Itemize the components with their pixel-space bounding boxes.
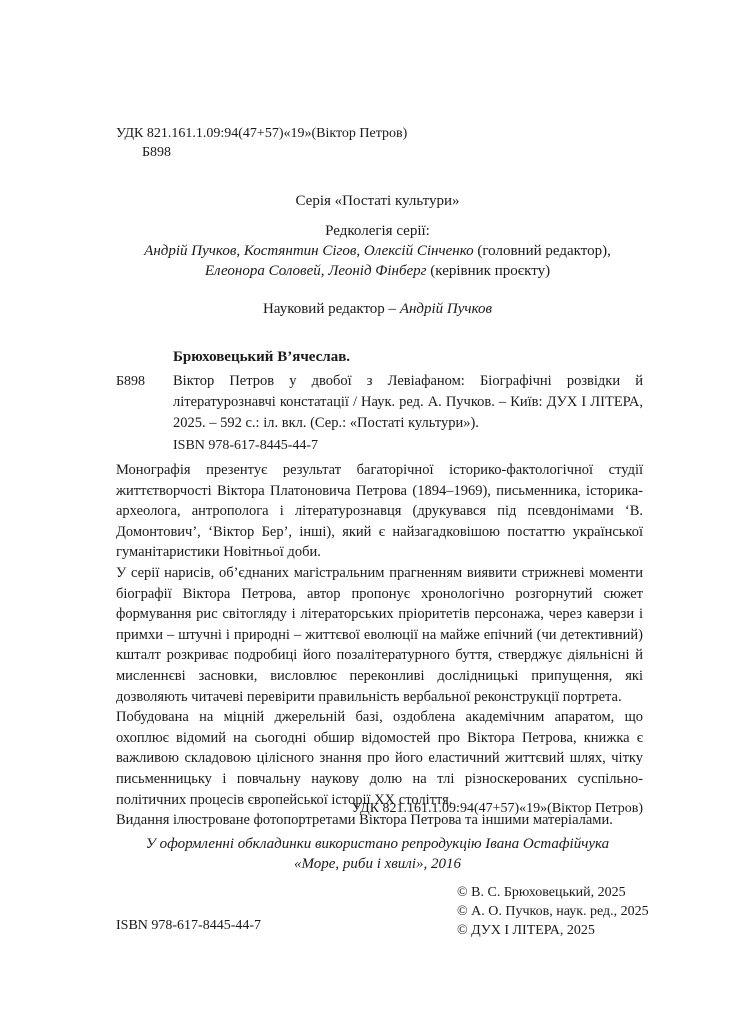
annotation-paragraph: У серії нарисів, об’єднаних магістральним прагненням виявити стрижневі моменти біографії Віктора Петрова, автор пропонує хронологічно розгорнутий сюжет формування рис світогляду і літераторських пріоритетів персонажа, через каверзи і примхи – штучні і природні – життєвої еволюції на майже епічний (чи детективний) кшталт розкриває подробиці його позалітературного буття, стверджує діяльнісні й мисленнєві засновки, висловлює переконливі дослідницькі припущення, які дозволяють читачеві перевірити правильність вербальної реконструкції портрета. xyxy=(116,564,643,705)
entry-author: Брюховецький В’ячеслав. xyxy=(173,349,351,365)
editorial-board-role-1: (головний редактор), xyxy=(473,243,611,259)
udk-code-top: УДК 821.161.1.09:94(47+57)«19»(Віктор Петров) xyxy=(116,126,408,141)
entry-isbn: ISBN 978-617-8445-44-7 xyxy=(173,438,319,453)
editorial-board-line-2 xyxy=(0,261,755,281)
editorial-board-names-2: Елеонора Соловей, Леонід Фінберг xyxy=(204,263,427,279)
udk-code-bottom: УДК 821.161.1.09:94(47+57)«19»(Віктор Петров) xyxy=(351,801,643,816)
series-title: Серія «Постаті культури» xyxy=(295,193,460,209)
scientific-editor xyxy=(0,299,755,319)
copyright-line: © В. С. Брюховецький, 2025 xyxy=(457,885,626,900)
entry-code: Б898 xyxy=(116,374,146,389)
scientific-editor-label: Науковий редактор – xyxy=(262,301,400,317)
copyright-line: © А. О. Пучков, наук. ред., 2025 xyxy=(457,904,649,919)
copyright-line: © ДУХ І ЛІТЕРА, 2025 xyxy=(457,923,595,938)
editorial-board-names-1: Андрій Пучков, Костянтин Сігов, Олексій Сінченко xyxy=(144,243,474,259)
cover-note-line-2: «Море, риби і хвилі», 2016 xyxy=(293,856,462,872)
annotation-paragraph: Побудована на міцній джерельній базі, оздоблена академічним апаратом, що охоплює відомий на сьогодні обшир відомостей про Віктора Петрова, книжка є важливою складовою цілісного знання про його еластичний життєвий шлях, чітку письменницьку і повчальну наукову долю на тлі різноскерованих суспільно-політичних процесів європейської історії ХХ століття. xyxy=(116,709,643,808)
entry-description: Віктор Петров у двобої з Левіафаном: Біографічні розвідки й літературознавчі констатації / Наук. ред. А. Пучков. – Київ: ДУХ І ЛІТЕРА, 2025. – 592 с.: іл. вкл. (Сер.: «Постаті культури»). xyxy=(173,373,643,431)
bbk-code-top: Б898 xyxy=(142,145,172,160)
annotation-paragraph: Видання ілюстроване фотопортретами Віктора Петрова та іншими матеріалами. xyxy=(116,812,613,829)
editorial-board-line-1 xyxy=(0,241,755,261)
annotation xyxy=(116,460,643,831)
cover-note-line-1: У оформленні обкладинки використано репродукцію Івана Остафійчука xyxy=(145,836,610,852)
isbn-bottom: ISBN 978-617-8445-44-7 xyxy=(116,918,262,933)
editorial-board-heading: Редколегія серії: xyxy=(325,223,430,239)
annotation-paragraph: Монографія презентує результат багаторічної історико-фактологічної студії життєтворчості Віктора Платоновича Петрова (1894–1969), письменника, історика-археолога, антрополога і літературознавця (друкувався під псевдонімами ‘В. Домонтович’, ‘Віктор Бер’, інші), який є найзагадковішою постаттю української гуманітаристики Новітньої доби. xyxy=(116,462,643,561)
scientific-editor-name: Андрій Пучков xyxy=(399,301,493,317)
editorial-board-role-2: (керівник проєкту) xyxy=(426,263,551,279)
